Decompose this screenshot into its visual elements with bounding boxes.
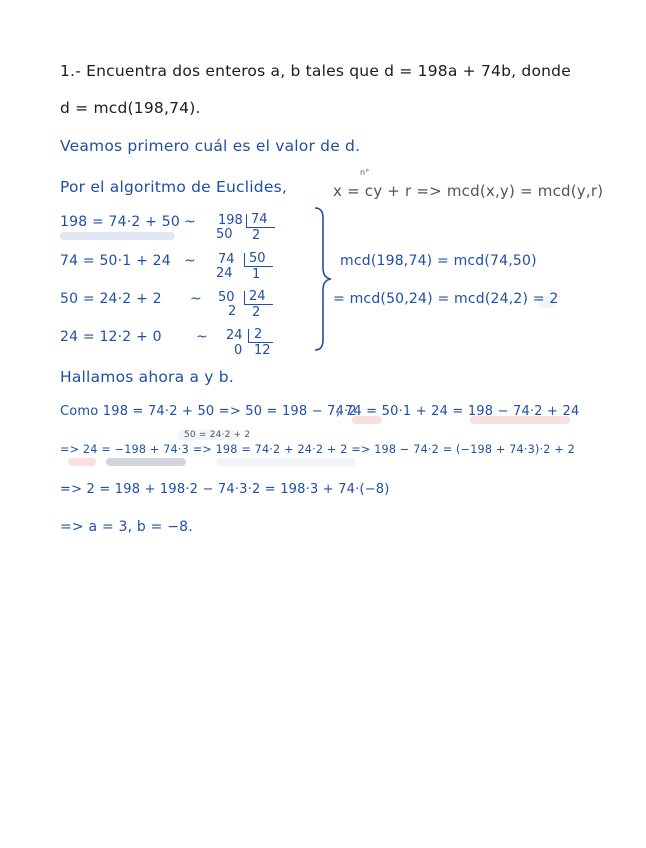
euclid-step-3: 50 = 24·2 + 2 — [60, 291, 162, 307]
work-line-3: => 2 = 198 + 198·2 − 74·3·2 = 198·3 + 74·(−8) — [60, 482, 390, 497]
remainder: 2 — [228, 304, 237, 319]
quotient: 12 — [254, 343, 271, 358]
highlight-24 — [68, 458, 96, 466]
remainder: 0 — [234, 343, 243, 358]
problem-statement-line1: 1.- Encuentra dos enteros a, b tales que d = 198a + 74b, donde — [60, 62, 571, 80]
rule-marks: n° — [360, 168, 370, 177]
tilde-arrow-1: ~ — [184, 214, 196, 230]
work-line-2: => 24 = −198 + 74·3 => 198 = 74·2 + 24·2 + 2 => 198 − 74·2 = (−198 + 74·3)·2 + 2 — [60, 443, 575, 456]
highlight-expr-24 — [106, 458, 186, 466]
highlight-step1 — [60, 232, 175, 240]
tilde-arrow-3: ~ — [190, 291, 202, 307]
remainder: 50 — [216, 227, 233, 242]
divisor: 74 — [251, 212, 268, 227]
find-ab-heading: Hallamos ahora a y b. — [60, 368, 234, 386]
euclid-step-2: 74 = 50·1 + 24 — [60, 253, 171, 269]
side-note: 50 = 24·2 + 2 — [184, 430, 251, 440]
dividend: 24 — [226, 328, 243, 343]
work-line-1a: Como 198 = 74·2 + 50 => 50 = 198 − 74·2 — [60, 404, 357, 419]
quotient: 2 — [252, 305, 261, 320]
curly-brace-icon — [313, 206, 333, 352]
final-answer: => a = 3, b = −8. — [60, 519, 193, 535]
euclid-heading: Por el algoritmo de Euclides, — [60, 178, 287, 196]
divisor: 2 — [254, 327, 263, 342]
dividend: 50 — [218, 290, 235, 305]
work-line-1b: ; 74 = 50·1 + 24 = 198 − 74·2 + 24 — [336, 404, 580, 419]
divisor: 24 — [249, 289, 266, 304]
remainder: 24 — [216, 266, 233, 281]
euclid-step-4: 24 = 12·2 + 0 — [60, 329, 162, 345]
euclid-step-1: 198 = 74·2 + 50 — [60, 214, 180, 230]
dividend: 198 — [218, 213, 243, 228]
intro-text: Veamos primero cuál es el valor de d. — [60, 137, 361, 155]
euclid-rule: x = cy + r => mcd(x,y) = mcd(y,r) — [333, 182, 604, 200]
tilde-arrow-2: ~ — [184, 253, 196, 269]
gcd-result-1: mcd(198,74) = mcd(74,50) — [340, 253, 537, 269]
dividend: 74 — [218, 252, 235, 267]
tilde-arrow-4: ~ — [196, 329, 208, 345]
quotient: 1 — [252, 267, 261, 282]
highlight-expansion — [216, 458, 356, 466]
problem-statement-line2: d = mcd(198,74). — [60, 99, 201, 117]
gcd-result-2: = mcd(50,24) = mcd(24,2) = 2 — [333, 291, 559, 307]
divisor: 50 — [249, 251, 266, 266]
quotient: 2 — [252, 228, 261, 243]
